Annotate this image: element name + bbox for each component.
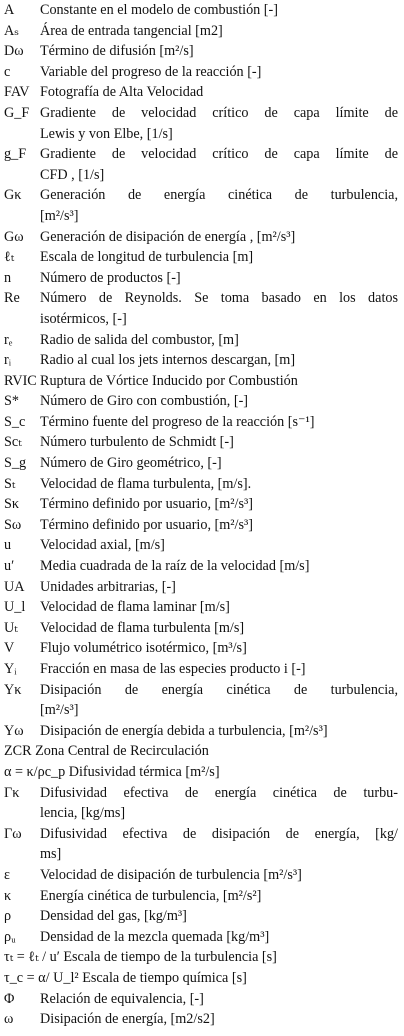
entry-description: [40, 0, 400, 21]
entry-symbol: rᵢ: [4, 352, 12, 369]
entry-symbol: U_l: [4, 599, 26, 616]
entry-description-continuation: Lewis y von Elbe, [1/s]: [40, 125, 173, 142]
entry-description: [40, 783, 400, 822]
entry-symbol: rₑ: [4, 331, 13, 348]
entry-description-text: Difusividad efectiva de energía cinética de turbu-: [40, 784, 398, 801]
entry-description: [4, 968, 400, 989]
entry-symbol: g_F: [4, 146, 27, 163]
entry-description: [40, 906, 400, 927]
entry-description-text: Disipación de energía, [m2/s2]: [40, 1011, 215, 1028]
entry-description-text: Término definido por usuario, [m²/s³]: [40, 496, 253, 513]
entry-description-text: Velocidad axial, [m/s]: [40, 537, 165, 554]
entry-description: [40, 865, 400, 886]
nomenclature-entry: [0, 989, 404, 1010]
entry-description-continuation: CFD , [1/s]: [40, 166, 105, 183]
entry-description-text: Número de Giro con combustión, [-]: [40, 393, 249, 410]
nomenclature-entry: [0, 906, 404, 927]
entry-symbol: ε: [4, 866, 10, 883]
entry-description-text: Velocidad de disipación de turbulencia [m²/s³]: [40, 866, 302, 883]
entry-symbol: UA: [4, 578, 25, 595]
entry-symbol: Gκ: [4, 187, 22, 204]
nomenclature-entry: [0, 741, 404, 762]
entry-symbol: G_F: [4, 104, 30, 121]
entry-description-text: Flujo volumétrico isotérmico, [m³/s]: [40, 640, 247, 657]
nomenclature-entry: [0, 968, 404, 989]
entry-description: [40, 597, 400, 618]
entry-description: [40, 391, 400, 412]
entry-symbol: ℓₜ: [4, 249, 15, 266]
nomenclature-entry: [0, 556, 404, 577]
entry-symbol: ρ: [4, 908, 12, 925]
nomenclature-entry: [0, 41, 404, 62]
entry-symbol: Sκ: [4, 496, 20, 513]
entry-description: [40, 21, 400, 42]
entry-symbol: Yᵢ: [4, 661, 17, 677]
nomenclature-entry: [0, 783, 404, 824]
nomenclature-entry: [0, 21, 404, 42]
entry-description-continuation: [m²/s³]: [40, 702, 79, 719]
entry-symbol: S*: [4, 393, 19, 410]
nomenclature-entry: [0, 659, 404, 680]
nomenclature-entry: [0, 350, 404, 371]
entry-description: [40, 268, 400, 289]
entry-description-continuation: lencia, [kg/ms]: [40, 805, 126, 822]
entry-description: [40, 41, 400, 62]
entry-description-text: Energía cinética de turbulencia, [m²/s²]: [40, 887, 262, 904]
entry-description: [40, 185, 400, 224]
nomenclature-entry: [0, 227, 404, 248]
entry-description: [40, 494, 400, 515]
entry-description: [40, 330, 400, 351]
entry-description-continuation: [m²/s³]: [40, 207, 79, 224]
nomenclature-entry: [0, 288, 404, 329]
entry-symbol: S_g: [4, 455, 27, 472]
entry-symbol: c: [4, 63, 11, 80]
entry-description: [40, 989, 400, 1010]
entry-description: [40, 556, 400, 577]
entry-symbol: S_c: [4, 413, 26, 430]
entry-description-text: Media cuadrada de la raíz de la velocidad [m/s]: [40, 558, 310, 575]
entry-description-text: τₜ = ℓₜ / u′ Escala de tiempo de la turbulencia [s]: [4, 949, 277, 966]
nomenclature-entry: [0, 82, 404, 103]
entry-symbol: V: [4, 640, 15, 657]
entry-description-text: Radio de salida del combustor, [m]: [40, 331, 239, 348]
entry-description: [40, 618, 400, 639]
entry-description: [40, 103, 400, 142]
entry-description-text: Gradiente de velocidad crítico de capa límite de: [40, 104, 398, 121]
entry-description-text: Constante en el modelo de combustión [-]: [40, 2, 278, 18]
nomenclature-entry: [0, 680, 404, 721]
nomenclature-entry: [0, 865, 404, 886]
entry-description-continuation: isotérmicos, [-]: [40, 310, 127, 327]
entry-description: [40, 412, 400, 433]
entry-symbol: Yκ: [4, 681, 22, 698]
entry-description: [40, 144, 400, 183]
entry-symbol: n: [4, 269, 12, 286]
entry-description-text: Unidades arbitrarias, [-]: [40, 578, 176, 595]
entry-description-text: Velocidad de flama turbulenta [m/s]: [40, 619, 245, 636]
nomenclature-entry: [0, 824, 404, 865]
nomenclature-entry: [0, 638, 404, 659]
entry-description-text: Disipación de energía debida a turbulencia, [m²/s³]: [40, 722, 328, 739]
entry-description: [40, 535, 400, 556]
entry-symbol: Γω: [4, 825, 22, 842]
entry-description-text: Término definido por usuario, [m²/s³]: [40, 516, 253, 533]
entry-symbol: ZCR: [4, 743, 32, 760]
nomenclature-entry: [0, 1009, 404, 1030]
entry-description-text: Densidad de la mezcla quemada [kg/m³]: [40, 928, 270, 945]
entry-description: [40, 680, 400, 719]
entry-description-text: Número turbulento de Schmidt [-]: [40, 434, 234, 451]
entry-symbol: Uₜ: [4, 619, 18, 636]
entry-description-text: Disipación de energía cinética de turbulencia,: [40, 681, 398, 698]
entry-symbol: u: [4, 537, 12, 554]
entry-description: [4, 762, 400, 783]
entry-symbol: FAV: [4, 84, 30, 101]
nomenclature-entry: [0, 494, 404, 515]
entry-description-text: Radio al cual los jets internos descargan, [m]: [40, 352, 296, 369]
nomenclature-entry: [0, 330, 404, 351]
nomenclature-entry: [0, 144, 404, 185]
entry-description-continuation: ms]: [40, 846, 62, 863]
entry-description: [40, 474, 400, 495]
entry-description-text: Fracción en masa de las especies producto i [-]: [40, 661, 306, 677]
entry-symbol: Re: [4, 290, 20, 307]
nomenclature-entry: [0, 535, 404, 556]
entry-symbol: Dω: [4, 43, 24, 60]
entry-description: [40, 432, 400, 453]
nomenclature-entry: [0, 597, 404, 618]
entry-description-text: Término de difusión [m²/s]: [40, 43, 194, 60]
entry-description: [40, 577, 400, 598]
nomenclature-entry: [0, 927, 404, 948]
nomenclature-entry: [0, 947, 404, 968]
entry-description: [40, 886, 400, 907]
entry-description: [4, 741, 400, 762]
entry-description-text: τ_c = α/ U_l² Escala de tiempo química [s]: [4, 969, 247, 986]
entry-description-text: Zona Central de Recirculación: [35, 743, 209, 760]
entry-description: [40, 515, 400, 536]
nomenclature-entry: [0, 268, 404, 289]
entry-description: [40, 62, 400, 83]
nomenclature-entry: [0, 412, 404, 433]
entry-description: [40, 247, 400, 268]
entry-symbol: Scₜ: [4, 434, 22, 451]
entry-description-text: Relación de equivalencia, [-]: [40, 990, 204, 1007]
entry-description: [40, 350, 400, 371]
nomenclature-entry: [0, 618, 404, 639]
nomenclature-entry: [0, 185, 404, 226]
nomenclature-entry: [0, 453, 404, 474]
entry-description-text: Área de entrada tangencial [m2]: [40, 22, 223, 39]
entry-description-text: Densidad del gas, [kg/m³]: [40, 908, 187, 925]
entry-description-text: Velocidad de flama laminar [m/s]: [40, 599, 230, 616]
nomenclature-entry: [0, 886, 404, 907]
entry-description: [40, 824, 400, 863]
entry-description-text: Escala de longitud de turbulencia [m]: [40, 249, 254, 266]
nomenclature-entry: [0, 577, 404, 598]
entry-symbol: ω: [4, 1011, 14, 1028]
nomenclature-entry: [0, 0, 404, 21]
entry-description-text: Generación de disipación de energía , [m²/s³]: [40, 228, 296, 245]
entry-symbol: u′: [4, 558, 15, 575]
entry-description-text: Número de Reynolds. Se toma basado en los datos: [40, 290, 398, 307]
entry-description-text: Variable del progreso de la reacción [-]: [40, 63, 262, 80]
entry-symbol: Sₜ: [4, 475, 16, 492]
entry-description-text: Ruptura de Vórtice Inducido por Combustión: [40, 372, 298, 389]
entry-symbol: Φ: [4, 990, 15, 1007]
entry-symbol: Sω: [4, 516, 22, 533]
entry-symbol: Yω: [4, 722, 24, 739]
nomenclature-entry: [0, 62, 404, 83]
nomenclature-entry: [0, 721, 404, 742]
entry-symbol: Γκ: [4, 784, 20, 801]
entry-description: [40, 659, 400, 680]
entry-description: [40, 1009, 400, 1030]
entry-description-text: Gradiente de velocidad crítico de capa límite de: [40, 146, 398, 163]
entry-description: [40, 371, 400, 392]
entry-description-text: Velocidad de flama turbulenta, [m/s].: [40, 475, 252, 492]
entry-symbol: Aₛ: [4, 22, 20, 39]
nomenclature-entry: [0, 762, 404, 783]
entry-symbol: A: [4, 2, 15, 18]
nomenclature-entry: [0, 371, 404, 392]
entry-description-text: Difusividad efectiva de disipación de energía, [kg/: [40, 825, 398, 842]
entry-symbol: ρᵤ: [4, 928, 16, 945]
entry-description-text: Generación de energía cinética de turbulencia,: [40, 187, 398, 204]
entry-symbol: RVIC: [4, 372, 37, 389]
nomenclature-entry: [0, 391, 404, 412]
entry-description-text: Número de Giro geométrico, [-]: [40, 455, 222, 472]
entry-symbol: κ: [4, 887, 12, 904]
entry-description: [40, 638, 400, 659]
entry-symbol: Gω: [4, 228, 24, 245]
nomenclature-entry: [0, 515, 404, 536]
entry-description-text: Fotografía de Alta Velocidad: [40, 84, 204, 101]
entry-description: [4, 947, 400, 968]
nomenclature-entry: [0, 103, 404, 144]
entry-description-text: Término fuente del progreso de la reacción [s⁻¹]: [40, 413, 315, 430]
entry-description: [40, 721, 400, 742]
entry-description-text: α = κ/ρc_p Difusividad térmica [m²/s]: [4, 763, 220, 780]
nomenclature-entry: [0, 247, 404, 268]
nomenclature-entry: [0, 474, 404, 495]
entry-description: [40, 288, 400, 327]
entry-description: [40, 927, 400, 948]
entry-description: [40, 453, 400, 474]
nomenclature-entry: [0, 432, 404, 453]
entry-description: [40, 227, 400, 248]
entry-description-text: Número de productos [-]: [40, 269, 181, 286]
entry-description: [40, 82, 400, 103]
